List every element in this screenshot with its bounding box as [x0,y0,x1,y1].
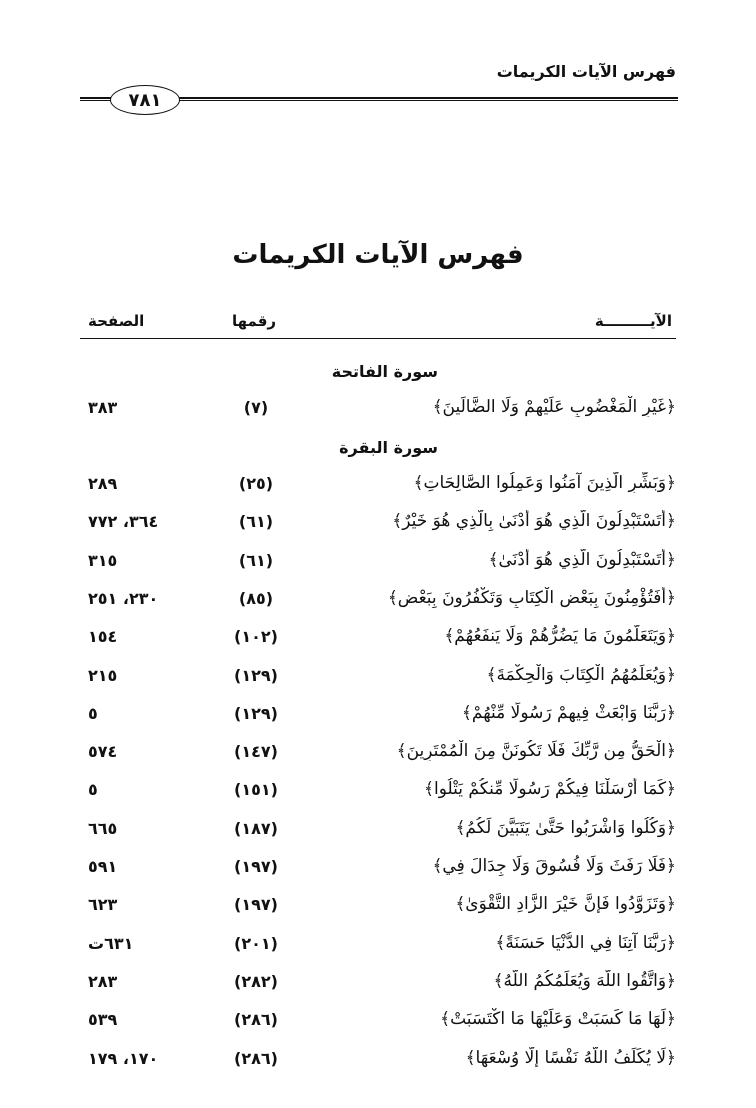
ayah-text: ﴿لَا يُكَلِّفُ اللَّهُ نَفْسًا إِلَّا وُسْعَهَا﴾ [465,1048,676,1068]
index-row [80,510,680,536]
running-head: فهرس الآيات الكريمات [496,62,676,81]
ayah-number: (٢٨٦) [234,1010,278,1029]
index-row [80,472,680,498]
ayah-number: (٧) [243,398,269,417]
ayah-number: (٢٨٦) [234,1049,278,1068]
ayah-number: (٦١) [238,551,274,570]
ayah-number: (١٩٧) [234,895,278,914]
ayah-number: (٦١) [238,512,274,531]
index-row [80,893,680,919]
ayah-text: ﴿لَهَا مَا كَسَبَتْ وَعَلَيْهَا مَا اكْتَسَبَتْ﴾ [440,1009,676,1029]
page-reference: ٦٢٣ [88,895,118,914]
page-reference: ٣٦٤، ٧٧٢ [88,512,159,531]
index-row [80,855,680,881]
index-row [80,396,680,422]
ayah-text: ﴿وَكُلُوا وَاشْرَبُوا حَتَّىٰ يَتَبَيَّنَ لَكُمُ﴾ [455,818,676,838]
ayah-text: ﴿وَبَشِّرِ الَّذِينَ آمَنُوا وَعَمِلُوا الصَّالِحَاتِ﴾ [413,473,676,493]
page-reference: ٣٨٣ [88,398,118,417]
column-header-number: رقمها [232,312,277,330]
index-row [80,587,680,613]
page-reference: ٥ [88,780,98,799]
index-row [80,932,680,958]
page-number: ٧٨١ [110,85,180,115]
ayah-text: ﴿الْحَقُّ مِن رَّبِّكَ فَلَا تَكُونَنَّ مِنَ الْمُمْتَرِينَ﴾ [396,741,676,761]
ayah-text: ﴿أَتَسْتَبْدِلُونَ الَّذِي هُوَ أَدْنَىٰ﴾ [488,550,676,570]
page-reference: ٢١٥ [88,666,118,685]
ayah-text: ﴿أَتَسْتَبْدِلُونَ الَّذِي هُوَ أَدْنَىٰ بِالَّذِي هُوَ خَيْرٌ﴾ [392,511,676,531]
ayah-text: ﴿وَيُعَلِّمُهُمُ الْكِتَابَ وَالْحِكْمَةَ﴾ [486,665,676,685]
ayah-text: ﴿أَفَتُؤْمِنُونَ بِبَعْضِ الْكِتَابِ وَتَكْفُرُونَ بِبَعْضٍ﴾ [387,588,676,608]
index-row [80,1008,680,1034]
page-reference: ٥٩١ [88,857,118,876]
index-row [80,740,680,766]
column-header-page: الصفحة [88,312,145,330]
page-reference: ٦٦٥ [88,819,118,838]
index-row [80,702,680,728]
ayah-number: (١٩٧) [234,857,278,876]
ayah-text: ﴿رَبَّنَا آتِنَا فِي الدُّنْيَا حَسَنَةً﴾ [495,933,676,953]
column-header-ayah-label: الآيـــــــــة [594,312,672,330]
ayah-number: (١٤٧) [234,742,278,761]
index-row [80,549,680,575]
ayah-text: ﴿كَمَا أَرْسَلْنَا فِيكُمْ رَسُولًا مِّنكُمْ يَتْلُوا﴾ [424,779,676,799]
ayah-number: (٢٠١) [234,934,278,953]
ayah-text: ﴿وَاتَّقُوا اللَّهَ وَيُعَلِّمُكُمُ اللَّهُ﴾ [493,971,676,991]
ayah-number: (٢٥) [238,474,274,493]
page-reference: ٣١٥ [88,551,118,570]
ayah-text: ﴿وَيَتَعَلَّمُونَ مَا يَضُرُّهُمْ وَلَا يَنفَعُهُمْ﴾ [444,626,676,646]
page-reference: ١٧٠، ١٧٩ [88,1049,159,1068]
index-row [80,778,680,804]
ayah-text: ﴿رَبَّنَا وَابْعَثْ فِيهِمْ رَسُولًا مِّنْهُمْ﴾ [461,703,676,723]
table-header-rule [80,338,676,339]
page-reference: ٢٣٠، ٢٥١ [88,589,159,608]
ayah-number: (٢٨٢) [234,972,278,991]
page-reference: ٥٧٤ [88,742,118,761]
page-reference: ٢٨٩ [88,474,118,493]
ayah-text: ﴿وَتَزَوَّدُوا فَإِنَّ خَيْرَ الزَّادِ التَّقْوَىٰ﴾ [455,894,676,914]
column-header-ayah [595,312,672,330]
index-row [80,817,680,843]
ayah-number: (١٢٩) [234,666,278,685]
ayah-number: (١٨٧) [234,819,278,838]
page-reference: ٦٣١ت [88,934,134,953]
index-row [80,1047,680,1073]
ayah-number: (١٠٢) [234,627,278,646]
surah-heading: سورة البقرة [339,438,438,457]
ayah-text: ﴿غَيْرِ الْمَغْضُوبِ عَلَيْهِمْ وَلَا الضَّالِّينَ﴾ [432,397,676,417]
page-reference: ٥٣٩ [88,1010,118,1029]
ayah-text: ﴿فَلَا رَفَثَ وَلَا فُسُوقَ وَلَا جِدَالَ فِي﴾ [432,856,676,876]
page-reference: ٥ [88,704,98,723]
index-row [80,970,680,996]
page-title: فهرس الآيات الكريمات [232,240,524,270]
page-reference: ٢٨٣ [88,972,118,991]
surah-heading: سورة الفاتحة [331,362,438,381]
ayah-number: (١٥١) [234,780,278,799]
index-row [80,625,680,651]
ayah-number: (٨٥) [238,589,274,608]
ayah-number: (١٢٩) [234,704,278,723]
page-reference: ١٥٤ [88,627,118,646]
index-row [80,664,680,690]
